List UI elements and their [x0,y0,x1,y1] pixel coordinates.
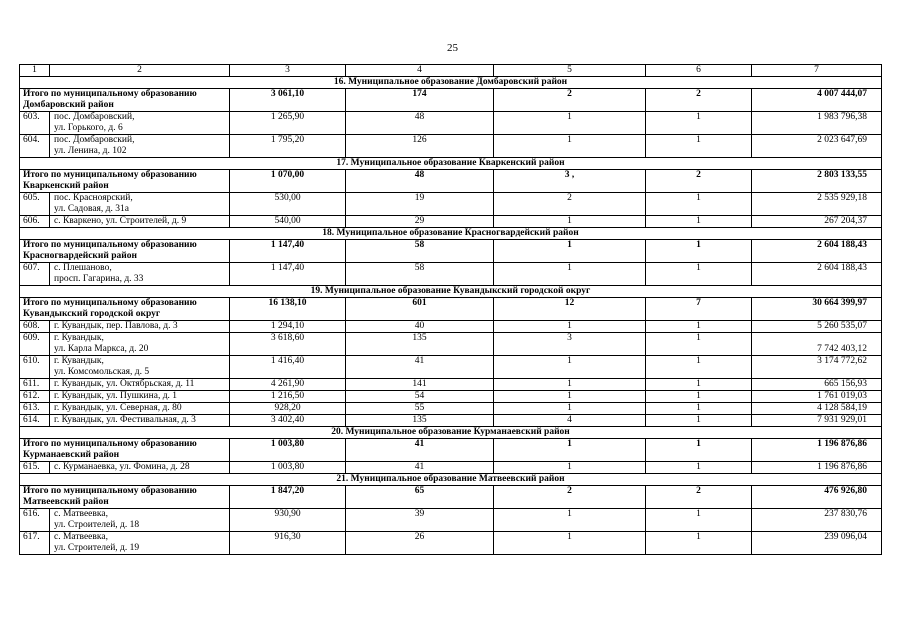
address-line2: ул. Комсомольская, д. 5 [54,367,150,377]
row-address [50,379,230,391]
address-line2: ул. Горького, д. 6 [54,123,123,133]
total-col6: 1 [646,439,752,462]
section-total-row [20,170,882,193]
row-amount: 2 023 647,69 [752,135,882,158]
address-line1: с. Кваркено, ул. Строителей, д. 9 [54,216,187,226]
row-area: 3 402,40 [230,415,346,427]
column-header-4: 4 [346,65,494,77]
address-line2: ул. Садовая, д. 31а [54,204,129,214]
section-title: 18. Муниципальное образование Красногвардейский район [20,228,882,240]
total-label [20,170,230,193]
table-row [20,379,882,391]
total-label [20,89,230,112]
row-amount: 237 830,76 [752,509,882,532]
section-title: 19. Муниципальное образование Кувандыкский городской округ [20,286,882,298]
row-col4: 40 [346,321,494,333]
row-col6: 1 [646,135,752,158]
total-col5: 1 [494,439,646,462]
total-area: 1 003,80 [230,439,346,462]
row-col6: 1 [646,462,752,474]
row-address [50,193,230,216]
row-number: 612. [20,391,50,403]
row-col5: 1 [494,403,646,415]
row-area: 540,00 [230,216,346,228]
row-number: 615. [20,462,50,474]
row-number: 605. [20,193,50,216]
row-amount: 5 260 535,07 [752,321,882,333]
row-col6: 1 [646,391,752,403]
row-col5: 1 [494,263,646,286]
section-total-row [20,298,882,321]
section-title: 21. Муниципальное образование Матвеевский район [20,474,882,486]
section-title-row [20,474,882,486]
row-amount: 4 128 584,19 [752,403,882,415]
total-label-line1: Итого по муниципальному образованию [23,89,197,99]
row-col5: 1 [494,509,646,532]
section-title: 17. Муниципальное образование Кваркенский район [20,158,882,170]
section-total-row [20,240,882,263]
address-line1: г. Кувандык, ул. Северная, д. 80 [54,403,182,413]
row-amount: 267 204,37 [752,216,882,228]
column-header-5: 5 [494,65,646,77]
address-line2: ул. Строителей, д. 18 [54,520,140,530]
total-label [20,240,230,263]
row-address [50,356,230,379]
row-area: 1 294,10 [230,321,346,333]
row-col6: 1 [646,379,752,391]
address-line1: г. Кувандык, пер. Павлова, д. 3 [54,321,178,331]
total-col5: 12 [494,298,646,321]
address-line1: пос. Домбаровский, [54,135,135,145]
row-area: 1 003,80 [230,462,346,474]
total-amount: 1 196 876,86 [752,439,882,462]
row-col6: 1 [646,112,752,135]
row-number: 607. [20,263,50,286]
address-line1: г. Кувандык, ул. Пушкина, д. 1 [54,391,178,401]
total-label [20,486,230,509]
row-number: 606. [20,216,50,228]
row-area: 1 147,40 [230,263,346,286]
column-header-2: 2 [50,65,230,77]
row-number: 616. [20,509,50,532]
row-col4: 135 [346,333,494,356]
row-amount: 7 742 403,12 [752,333,882,356]
row-number: 603. [20,112,50,135]
total-col6: 1 [646,240,752,263]
section-title-row [20,158,882,170]
row-address [50,403,230,415]
total-label-line2: Кваркенский район [23,181,109,191]
page-number: 25 [447,42,458,54]
row-col6: 1 [646,403,752,415]
address-line2: ул. Строителей, д. 19 [54,543,140,553]
total-area: 1 147,40 [230,240,346,263]
total-label-line2: Курманаевский район [23,450,120,460]
row-number: 613. [20,403,50,415]
total-label-line1: Итого по муниципальному образованию [23,240,197,250]
total-col5: 3 , [494,170,646,193]
row-address [50,321,230,333]
row-col5: 1 [494,462,646,474]
row-area: 928,20 [230,403,346,415]
row-col6: 1 [646,263,752,286]
total-col4: 41 [346,439,494,462]
row-col5: 2 [494,193,646,216]
address-line1: с. Курманаевка, ул. Фомина, д. 28 [54,462,190,472]
row-col5: 4 [494,415,646,427]
row-col5: 1 [494,391,646,403]
row-col6: 1 [646,321,752,333]
table-row [20,403,882,415]
row-col5: 1 [494,112,646,135]
address-line1: с. Плешаново, [54,263,112,273]
section-title-row [20,77,882,89]
total-amount: 30 664 399,97 [752,298,882,321]
total-label-line2: Матвеевский район [23,497,109,507]
total-col5: 1 [494,240,646,263]
section-total-row [20,439,882,462]
row-amount: 1 983 796,38 [752,112,882,135]
total-col5: 2 [494,89,646,112]
address-line1: г. Кувандык, [54,356,104,366]
total-col6: 7 [646,298,752,321]
section-total-row [20,486,882,509]
total-area: 1 070,00 [230,170,346,193]
row-area: 930,90 [230,509,346,532]
section-total-row [20,89,882,112]
row-col4: 58 [346,263,494,286]
column-header-6: 6 [646,65,752,77]
table-row [20,356,882,379]
total-label-line2: Домбаровский район [23,100,114,110]
row-area: 1 416,40 [230,356,346,379]
row-area: 916,30 [230,532,346,555]
table-row [20,321,882,333]
row-col4: 29 [346,216,494,228]
row-col4: 135 [346,415,494,427]
row-amount: 2 604 188,43 [752,263,882,286]
total-label-line1: Итого по муниципальному образованию [23,439,197,449]
row-col6: 1 [646,356,752,379]
address-line2: ул. Карла Маркса, д. 20 [54,344,149,354]
document-table [19,64,882,555]
total-area: 3 061,10 [230,89,346,112]
row-area: 4 261,90 [230,379,346,391]
table-row [20,333,882,356]
row-col4: 48 [346,112,494,135]
section-title-row [20,228,882,240]
row-number: 614. [20,415,50,427]
section-title: 20. Муниципальное образование Курманаевский район [20,427,882,439]
total-label-line1: Итого по муниципальному образованию [23,486,197,496]
table-row [20,509,882,532]
total-col4: 48 [346,170,494,193]
row-col4: 26 [346,532,494,555]
row-col5: 1 [494,216,646,228]
row-address [50,532,230,555]
total-col4: 58 [346,240,494,263]
row-amount: 665 156,93 [752,379,882,391]
address-line1: с. Матвеевка, [54,509,108,519]
row-col6: 1 [646,216,752,228]
row-amount: 1 761 019,03 [752,391,882,403]
total-amount: 4 007 444,07 [752,89,882,112]
row-amount: 1 196 876,86 [752,462,882,474]
row-amount: 3 174 772,62 [752,356,882,379]
row-number: 610. [20,356,50,379]
row-area: 1 795,20 [230,135,346,158]
row-col6: 1 [646,532,752,555]
row-address [50,391,230,403]
total-col6: 2 [646,486,752,509]
total-area: 16 138,10 [230,298,346,321]
column-number-row [20,65,882,77]
row-col6: 1 [646,509,752,532]
row-number: 611. [20,379,50,391]
total-label [20,439,230,462]
total-label-line1: Итого по муниципальному образованию [23,170,197,180]
row-address [50,509,230,532]
row-number: 604. [20,135,50,158]
row-address [50,216,230,228]
row-col5: 3 [494,333,646,356]
total-col4: 601 [346,298,494,321]
row-number: 608. [20,321,50,333]
table-row [20,216,882,228]
row-number: 617. [20,532,50,555]
address-line1: с. Матвеевка, [54,532,108,542]
row-col5: 1 [494,135,646,158]
total-area: 1 847,20 [230,486,346,509]
total-amount: 476 926,80 [752,486,882,509]
address-line1: г. Кувандык, ул. Фестивальная, д. 3 [54,415,196,425]
row-amount: 7 931 929,01 [752,415,882,427]
total-label-line1: Итого по муниципальному образованию [23,298,197,308]
row-col4: 141 [346,379,494,391]
row-address [50,135,230,158]
row-amount: 239 096,04 [752,532,882,555]
section-title-row [20,427,882,439]
table-row [20,391,882,403]
column-header-1: 1 [20,65,50,77]
column-header-3: 3 [230,65,346,77]
row-area: 1 216,50 [230,391,346,403]
row-col4: 39 [346,509,494,532]
total-col6: 2 [646,170,752,193]
row-address [50,112,230,135]
address-line1: г. Кувандык, ул. Октябрьская, д. 11 [54,379,195,389]
total-label-line2: Кувандыкский городской округ [23,309,161,319]
total-col5: 2 [494,486,646,509]
section-title-row [20,286,882,298]
row-area: 3 618,60 [230,333,346,356]
table-row [20,112,882,135]
table-row [20,193,882,216]
total-amount: 2 803 133,55 [752,170,882,193]
address-line2: ул. Ленина, д. 102 [54,146,127,156]
total-col6: 2 [646,89,752,112]
total-amount: 2 604 188,43 [752,240,882,263]
address-line1: пос. Красноярский, [54,193,133,203]
row-col6: 1 [646,333,752,356]
row-address [50,263,230,286]
total-label-line2: Красногвардейский район [23,251,137,261]
row-col6: 1 [646,415,752,427]
row-area: 1 265,90 [230,112,346,135]
row-col4: 41 [346,356,494,379]
row-address [50,462,230,474]
address-line1: г. Кувандык, [54,333,104,343]
row-col4: 55 [346,403,494,415]
table-row [20,263,882,286]
row-col5: 1 [494,321,646,333]
table-row [20,415,882,427]
column-header-7: 7 [752,65,882,77]
table-body [20,65,882,555]
row-col6: 1 [646,193,752,216]
section-title: 16. Муниципальное образование Домбаровский район [20,77,882,89]
row-col4: 54 [346,391,494,403]
total-col4: 174 [346,89,494,112]
table-row [20,532,882,555]
row-address [50,333,230,356]
total-col4: 65 [346,486,494,509]
row-address [50,415,230,427]
row-col5: 1 [494,379,646,391]
row-col4: 41 [346,462,494,474]
row-col5: 1 [494,356,646,379]
table-row [20,135,882,158]
address-line1: пос. Домбаровский, [54,112,135,122]
row-col5: 1 [494,532,646,555]
row-col4: 126 [346,135,494,158]
total-label [20,298,230,321]
row-col4: 19 [346,193,494,216]
table-row [20,462,882,474]
address-line2: просп. Гагарина, д. 33 [54,274,144,284]
row-amount: 2 535 929,18 [752,193,882,216]
row-number: 609. [20,333,50,356]
row-area: 530,00 [230,193,346,216]
